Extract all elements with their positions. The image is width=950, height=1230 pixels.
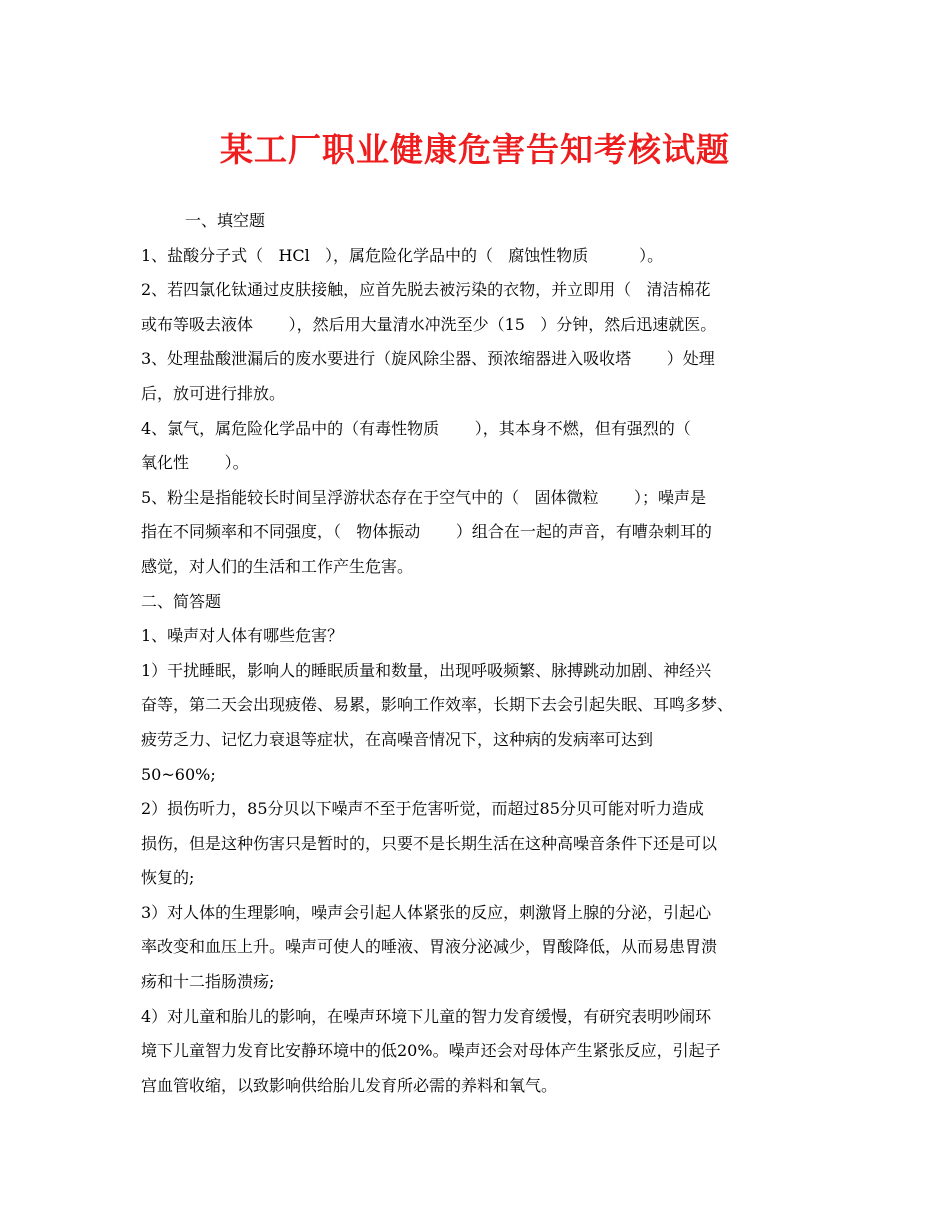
question-line: 后，放可进行排放。 [141, 383, 286, 403]
answer-line: 损伤，但是这种伤害只是暂时的，只要不是长期生活在这种高噪音条件下还是可以 [141, 833, 718, 853]
answer-line: 4）对儿童和胎儿的影响，在噪声环境下儿童的智力发育缓慢，有研究表明吵闹环 [141, 1006, 712, 1026]
question-line: 感觉，对人们的生活和工作产生危害。 [141, 556, 414, 576]
question-line: 4、氯气，属危险化学品中的（有毒性物质 ），其本身不燃，但有强烈的（ [141, 418, 691, 438]
section-heading-short-answer: 二、简答题 [141, 591, 222, 611]
answer-line: 疡和十二指肠溃疡; [141, 972, 275, 992]
section-heading-fill-in: 一、填空题 [185, 211, 266, 230]
answer-line: 恢复的; [141, 868, 195, 888]
question-line: 氧化性 ）。 [141, 453, 249, 473]
document-body [141, 204, 817, 1103]
answer-line: 疲劳乏力、记忆力衰退等症状，在高噪音情况下，这种病的发病率可达到 [141, 729, 654, 749]
question-line: 1、盐酸分子式（ HCl ），属危险化学品中的（ 腐蚀性物质 ）。 [141, 245, 664, 265]
answer-line: 境下儿童智力发育比安静环境中的低20%。噪声还会对母体产生紧张反应，引起子 [141, 1041, 721, 1061]
question-line: 或布等吸去液体 ），然后用大量清水冲洗至少（15 ）分钟，然后迅速就医。 [141, 314, 717, 334]
question-line: 1、噪声对人体有哪些危害？ [141, 626, 344, 646]
answer-line: 2）损伤听力，85分贝以下噪声不至于危害听觉，而超过85分贝可能对听力造成 [141, 799, 704, 819]
question-line: 3、处理盐酸泄漏后的废水要进行（旋风除尘器、预浓缩器进入吸收塔 ）处理 [141, 349, 715, 369]
answer-line: 宫血管收缩，以致影响供给胎儿发育所必需的养料和氧气。 [141, 1075, 558, 1095]
answer-line: 1）干扰睡眠，影响人的睡眠质量和数量，出现呼吸频繁、脉搏跳动加剧、神经兴 [141, 660, 712, 680]
answer-line: 50~60%; [141, 764, 216, 784]
document-title: 某工厂职业健康危害告知考核试题 [220, 130, 730, 169]
answer-line: 奋等，第二天会出现疲倦、易累，影响工作效率，长期下去会引起失眠、耳鸣多梦、 [141, 695, 734, 715]
question-line: 指在不同频率和不同强度，（ 物体振动 ）组合在一起的声音，有嘈杂刺耳的 [141, 522, 712, 542]
question-line: 5、粉尘是指能较长时间呈浮游状态存在于空气中的（ 固体微粒 ）；噪声是 [141, 487, 707, 507]
answer-line: 3）对人体的生理影响，噪声会引起人体紧张的反应，刺激肾上腺的分泌，引起心 [141, 902, 712, 922]
question-line: 2、若四氯化钛通过皮肤接触，应首先脱去被污染的衣物，并立即用（ 清洁棉花 [141, 280, 711, 300]
answer-line: 率改变和血压上升。噪声可使人的唾液、胃液分泌减少，胃酸降低，从而易患胃溃 [141, 937, 718, 957]
